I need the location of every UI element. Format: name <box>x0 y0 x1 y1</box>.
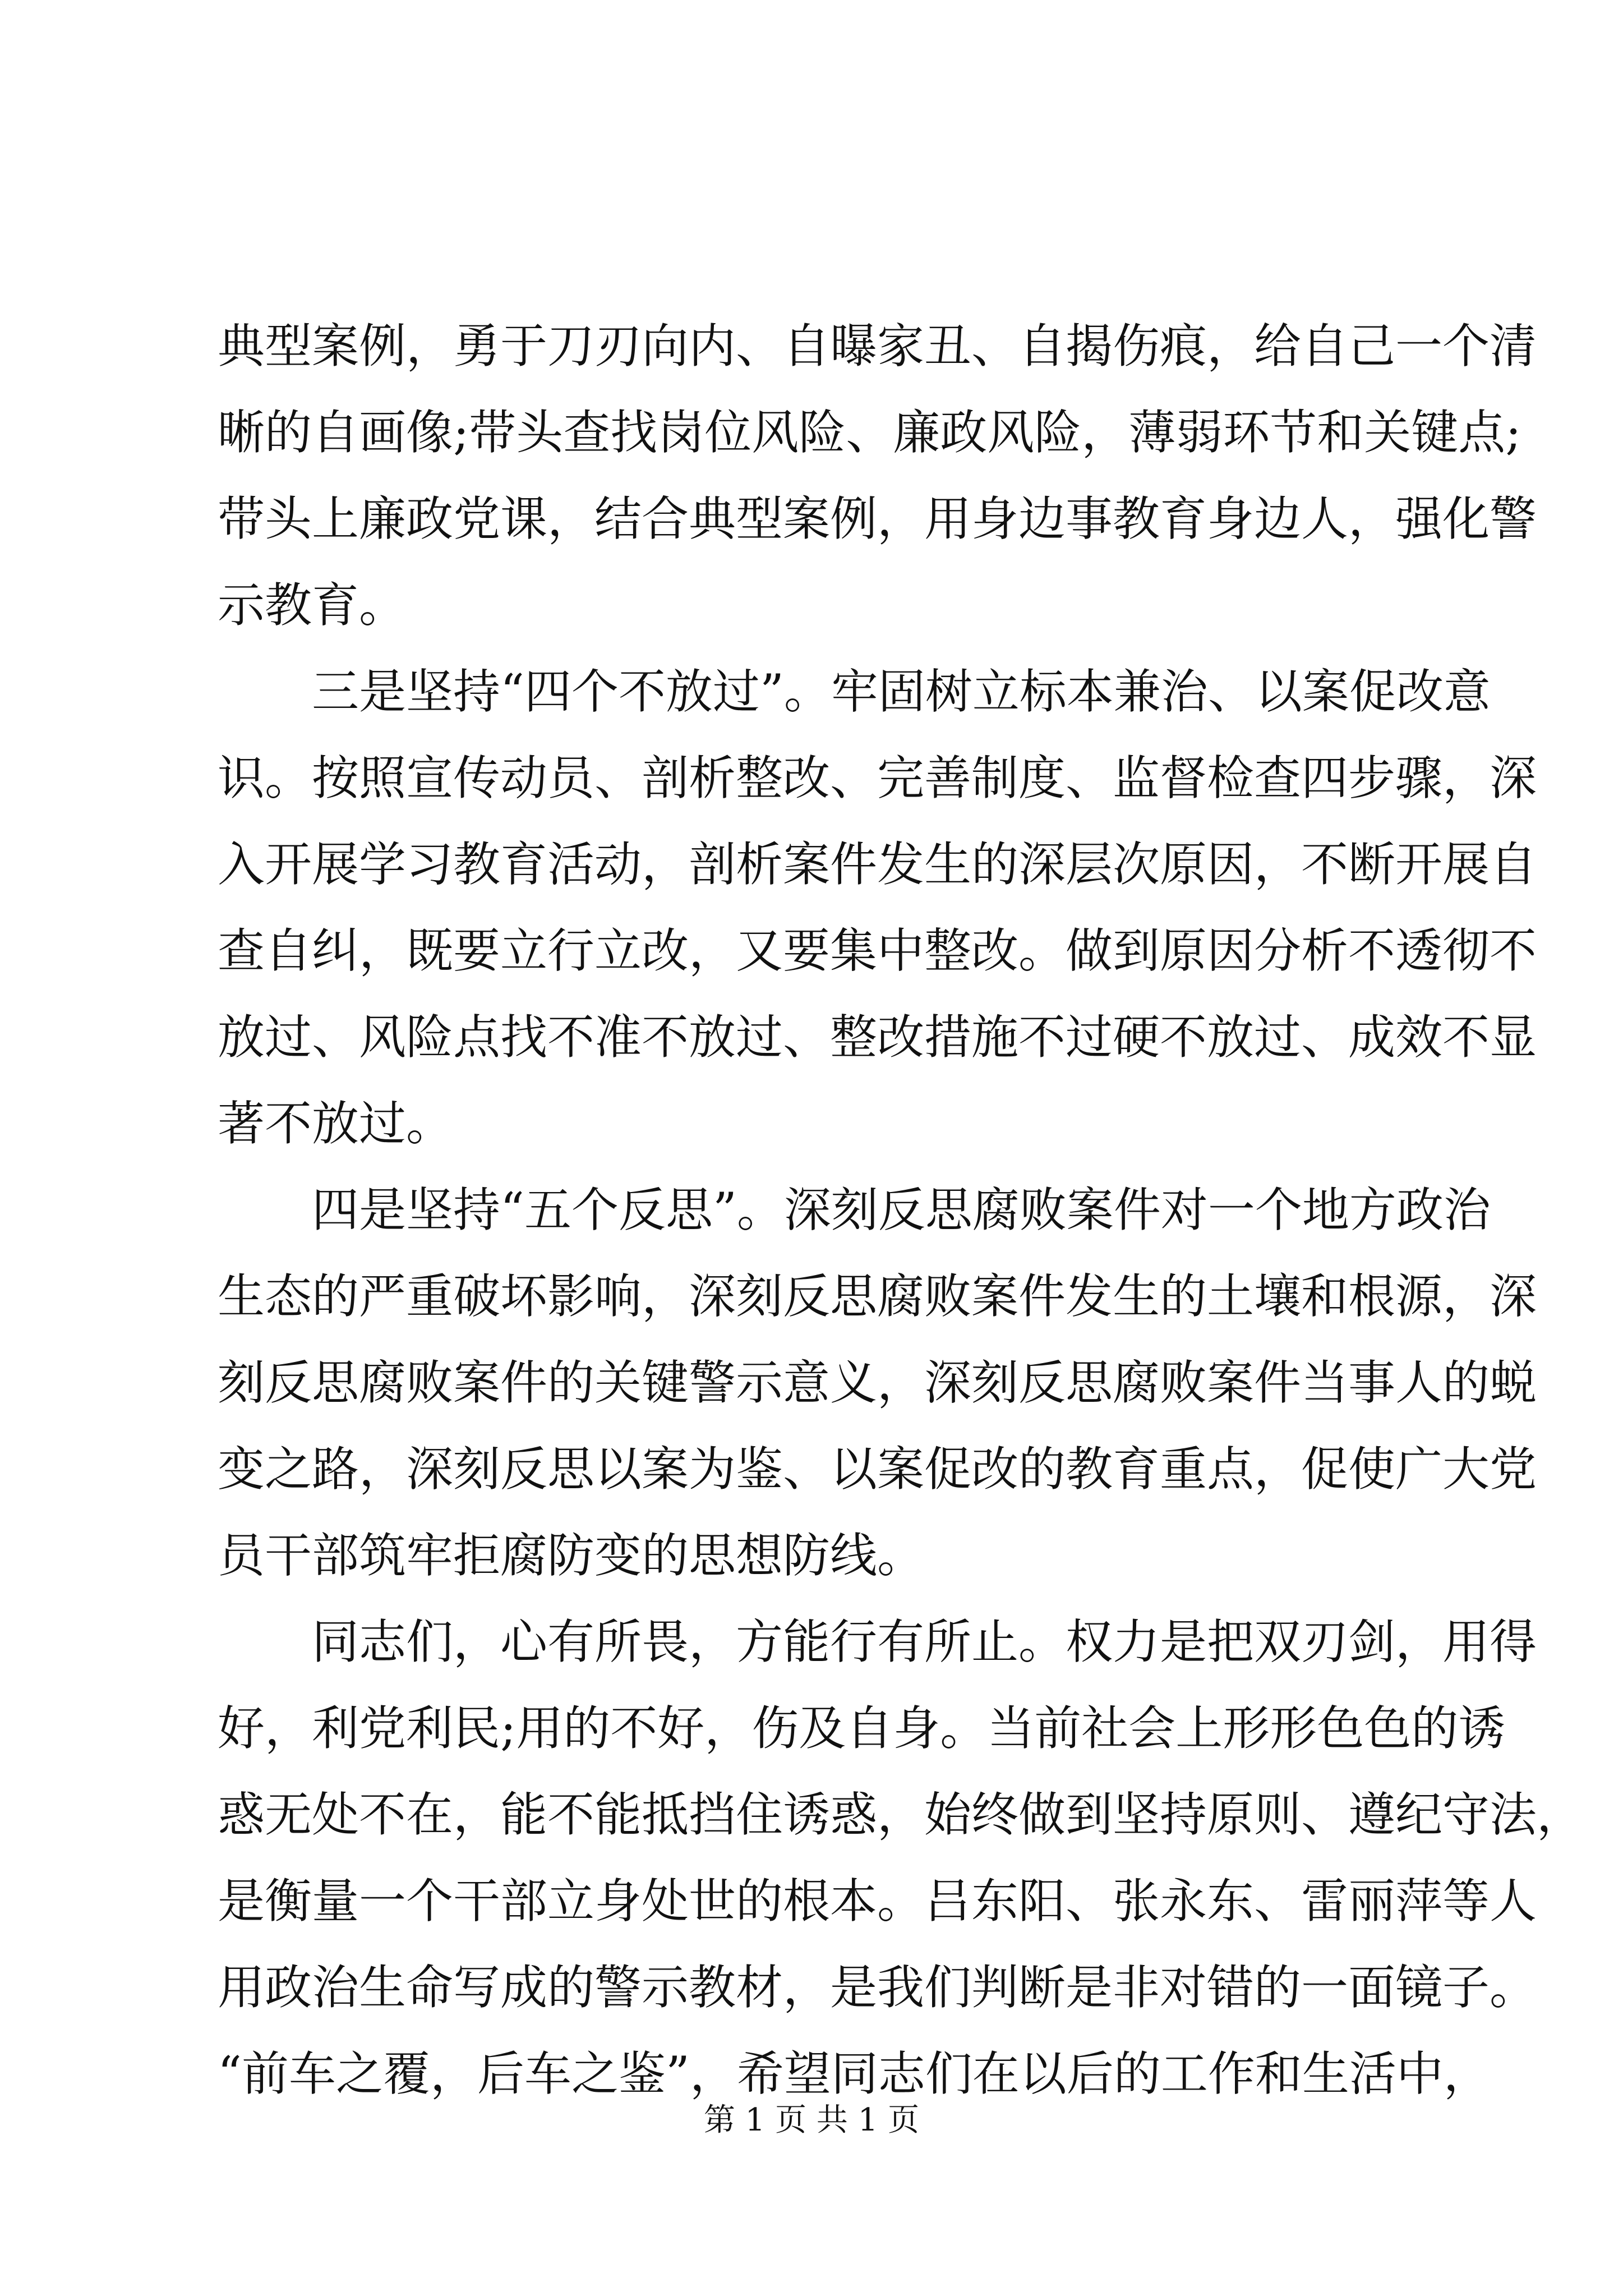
text-line: 刻反思腐败案件的关键警示意义，深刻反思腐败案件当事人的蜕 <box>218 1355 1537 1410</box>
text-line: 四是坚持“五个反思”。深刻反思腐败案件对一个地方政治 <box>312 1182 1491 1237</box>
text-line: “前车之覆，后车之鉴”，希望同志们在以后的工作和生活中， <box>218 2046 1491 2101</box>
text-line: 变之路，深刻反思以案为鉴、以案促改的教育重点，促使广大党 <box>218 1442 1537 1497</box>
paragraph-2 <box>218 648 1537 1167</box>
text-line: 典型案例，勇于刀刃向内、自曝家丑、自揭伤痕，给自己一个清 <box>218 319 1537 374</box>
text-line: 著不放过。 <box>218 1096 454 1151</box>
text-line: 员干部筑牢拒腐防变的思想防线。 <box>218 1528 925 1583</box>
document-body <box>218 303 1584 2117</box>
text-line: 同志们，心有所畏，方能行有所止。权力是把双刃剑，用得 <box>312 1614 1537 1669</box>
text-line: 示教育。 <box>218 578 407 633</box>
text-line: 入开展学习教育活动，剖析案件发生的深层次原因，不断开展自 <box>218 837 1537 892</box>
text-line: 是衡量一个干部立身处世的根本。吕东阳、张永东、雷丽萍等人 <box>218 1874 1537 1929</box>
text-line: 放过、风险点找不准不放过、整改措施不过硬不放过、成效不显 <box>218 1010 1537 1065</box>
text-line: 晰的自画像;带头查找岗位风险、廉政风险，薄弱环节和关键点; <box>218 405 1521 460</box>
text-line: 生态的严重破坏影响，深刻反思腐败案件发生的土壤和根源，深 <box>218 1269 1537 1324</box>
paragraph-1 <box>218 303 1537 648</box>
text-line: 查自纠，既要立行立改，又要集中整改。做到原因分析不透彻不 <box>218 923 1537 978</box>
text-line: 带头上廉政党课，结合典型案例，用身边事教育身边人，强化警 <box>218 491 1537 546</box>
text-line: 惑无处不在，能不能抵挡住诱惑，始终做到坚持原则、遵纪守法， <box>218 1787 1584 1842</box>
paragraph-4 <box>218 1599 1584 2117</box>
text-line: 用政治生命写成的警示教材，是我们判断是非对错的一面镜子。 <box>218 1960 1537 2015</box>
text-line: 识。按照宣传动员、剖析整改、完善制度、监督检查四步骤，深 <box>218 751 1537 806</box>
text-line: 三是坚持“四个不放过”。牢固树立标本兼治、以案促改意 <box>312 664 1491 719</box>
text-line: 好，利党利民;用的不好，伤及自身。当前社会上形形色色的诱 <box>218 1701 1506 1756</box>
page-number-footer: 第 1 页 共 1 页 <box>703 2102 920 2138</box>
paragraph-3 <box>218 1167 1537 1599</box>
